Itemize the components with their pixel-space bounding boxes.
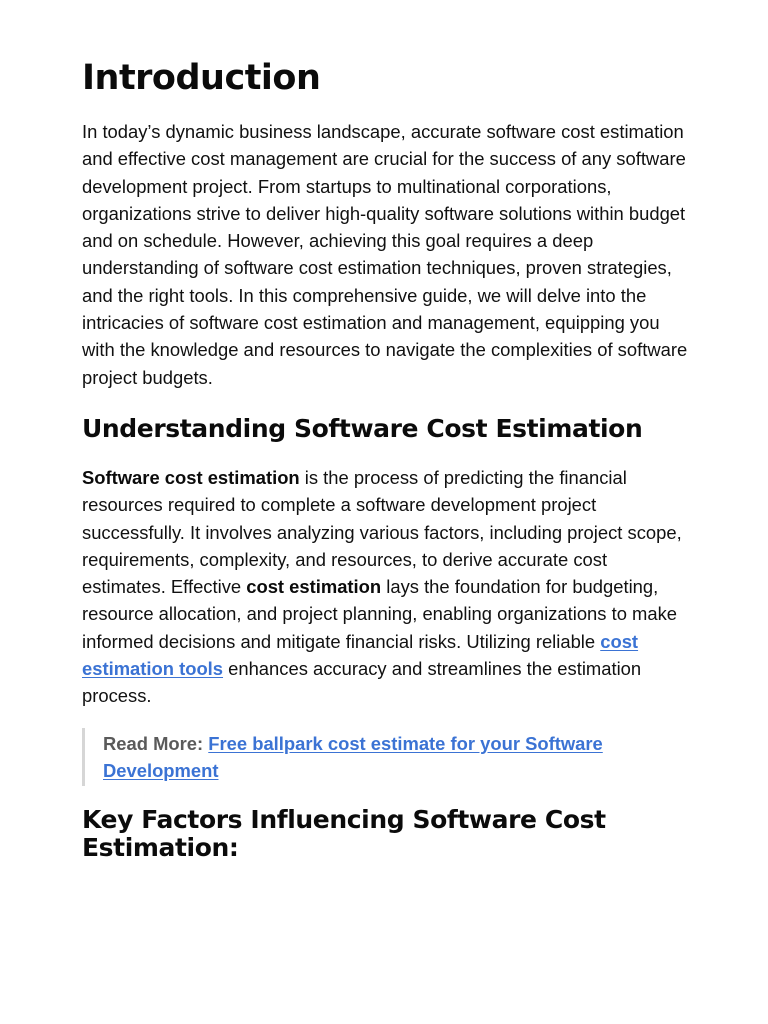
bold-term-software-cost-estimation: Software cost estimation [82, 466, 300, 488]
cost-estimation-tools-link[interactable]: cost estimation tools [82, 630, 639, 680]
paragraph-text-2: lays the foundation for budgeting, resource allocation, and project planning, enabling organizations to make informed decisions and mitigate financial risks. Utilizing reliable [82, 576, 678, 652]
intro-paragraph: In today’s dynamic business landscape, accurate software cost estimation and effective cost management are crucial for the success of any software development project. From startups to multinational corporations, organizations strive to deliver high-quality software solutions within budget and on schedule. However, achieving this goal requires a deep understanding of software cost estimation techniques, proven strategies, and the right tools. In this comprehensive guide, we will delve into the intricacies of software cost estimation and management, equipping you with the knowledge and resources to navigate the complexities of software project budgets. [82, 121, 688, 388]
understanding-heading: Understanding Software Cost Estimation [82, 413, 643, 443]
bold-term-cost-estimation: cost estimation [246, 576, 382, 598]
key-factors-heading: Key Factors Influencing Software Cost Estimation: [82, 805, 606, 863]
read-more-label: Read More: [103, 732, 209, 754]
paragraph-text-3: enhances accuracy and streamlines the estimation process. [82, 658, 642, 707]
intro-heading: Introduction [82, 58, 321, 98]
read-more-blockquote [82, 728, 690, 787]
read-more-link[interactable]: Free ballpark cost estimate for your Software Development [103, 732, 603, 781]
understanding-paragraph [82, 464, 690, 710]
paragraph-text-1: is the process of predicting the financial resources required to complete a software development project successfully. It involves analyzing various factors, including project scope, requirements, complexity, and resources, to derive accurate cost estimates. Effective [82, 466, 682, 598]
